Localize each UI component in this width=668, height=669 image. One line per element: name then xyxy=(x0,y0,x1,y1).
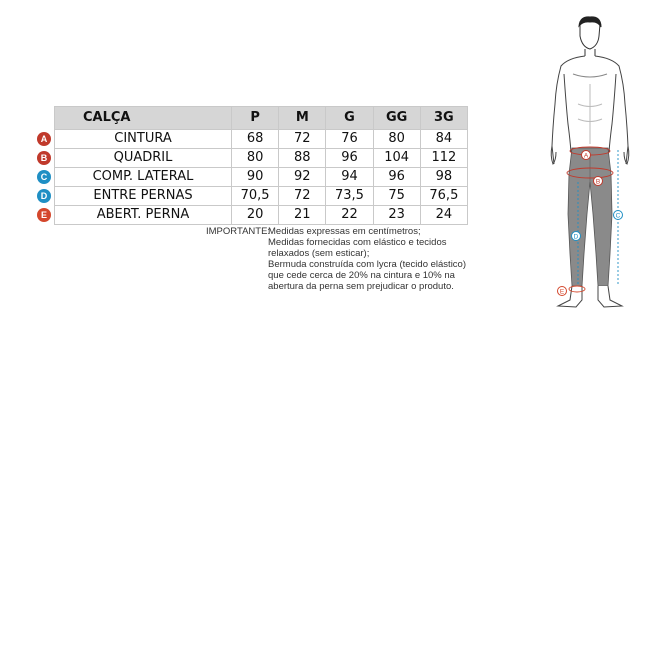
measurement-value: 80 xyxy=(232,149,279,168)
measurement-value: 20 xyxy=(232,206,279,225)
measurement-badge-b: B xyxy=(37,151,51,165)
figure-pants xyxy=(568,148,612,286)
note-label: IMPORTANTE: xyxy=(206,226,271,237)
body-measurement-figure xyxy=(528,14,648,314)
svg-text:C: C xyxy=(615,212,621,220)
measurement-badge-e: E xyxy=(37,208,51,222)
measurement-value: 90 xyxy=(232,168,279,187)
svg-text:B: B xyxy=(595,178,601,186)
figure-feet xyxy=(558,286,622,307)
measurement-value: 94 xyxy=(326,168,373,187)
svg-text:E: E xyxy=(559,288,565,296)
measurement-value: 72 xyxy=(279,187,326,206)
marker-e xyxy=(558,287,567,296)
table-row xyxy=(34,168,468,187)
table-row xyxy=(34,149,468,168)
figure-head xyxy=(579,17,601,56)
size-header-p: P xyxy=(232,107,279,130)
measurement-value: 76 xyxy=(326,130,373,149)
note-lines xyxy=(268,226,483,292)
measurement-value: 70,5 xyxy=(232,187,279,206)
measurement-value: 23 xyxy=(373,206,420,225)
measurement-value: 22 xyxy=(326,206,373,225)
row-badge-cell xyxy=(34,149,55,168)
marker-a xyxy=(582,151,591,160)
measurement-value: 21 xyxy=(279,206,326,225)
size-header-g: G xyxy=(326,107,373,130)
size-header-row xyxy=(34,107,468,130)
size-table-body xyxy=(34,130,468,225)
row-badge-cell xyxy=(34,130,55,149)
measurement-value: 84 xyxy=(420,130,467,149)
measurement-label: CINTURA xyxy=(55,130,232,149)
measurement-label: ABERT. PERNA xyxy=(55,206,232,225)
size-chart-table xyxy=(34,106,468,225)
table-title: CALÇA xyxy=(55,107,232,130)
row-badge-cell xyxy=(34,206,55,225)
svg-text:D: D xyxy=(573,233,579,241)
size-header-gg: GG xyxy=(373,107,420,130)
measurement-value: 75 xyxy=(373,187,420,206)
badge-header-spacer xyxy=(34,107,55,130)
measurement-badge-c: C xyxy=(37,170,51,184)
measurement-value: 76,5 xyxy=(420,187,467,206)
measurement-badge-d: D xyxy=(37,189,51,203)
measurement-value: 73,5 xyxy=(326,187,373,206)
measurement-value: 68 xyxy=(232,130,279,149)
note-line: Medidas fornecidas com elástico e tecidos xyxy=(268,237,447,248)
measurement-value: 98 xyxy=(420,168,467,187)
marker-d xyxy=(572,232,581,241)
note-line: relaxados (sem esticar); xyxy=(268,248,370,259)
measurement-value: 92 xyxy=(279,168,326,187)
size-header-3g: 3G xyxy=(420,107,467,130)
measurement-label: ENTRE PERNAS xyxy=(55,187,232,206)
measurement-value: 96 xyxy=(373,168,420,187)
measurement-value: 88 xyxy=(279,149,326,168)
measurement-label: QUADRIL xyxy=(55,149,232,168)
svg-text:A: A xyxy=(583,152,589,160)
note-line: Medidas expressas em centímetros; xyxy=(268,226,421,237)
table-row xyxy=(34,187,468,206)
note-line: Bermuda construída com lycra (tecido elástico) xyxy=(268,259,466,270)
row-badge-cell xyxy=(34,168,55,187)
measurement-badge-a: A xyxy=(37,132,51,146)
table-row xyxy=(34,130,468,149)
measurement-value: 96 xyxy=(326,149,373,168)
measurement-value: 104 xyxy=(373,149,420,168)
measurement-value: 24 xyxy=(420,206,467,225)
size-header-m: M xyxy=(279,107,326,130)
measurement-value: 72 xyxy=(279,130,326,149)
measurement-label: COMP. LATERAL xyxy=(55,168,232,187)
row-badge-cell xyxy=(34,187,55,206)
measurement-value: 80 xyxy=(373,130,420,149)
note-line: abertura da perna sem prejudicar o produto. xyxy=(268,281,454,292)
measurement-value: 112 xyxy=(420,149,467,168)
marker-c xyxy=(614,211,623,220)
marker-b xyxy=(594,177,603,186)
note-line: que cede cerca de 20% na cintura e 10% na xyxy=(268,270,455,281)
table-row xyxy=(34,206,468,225)
